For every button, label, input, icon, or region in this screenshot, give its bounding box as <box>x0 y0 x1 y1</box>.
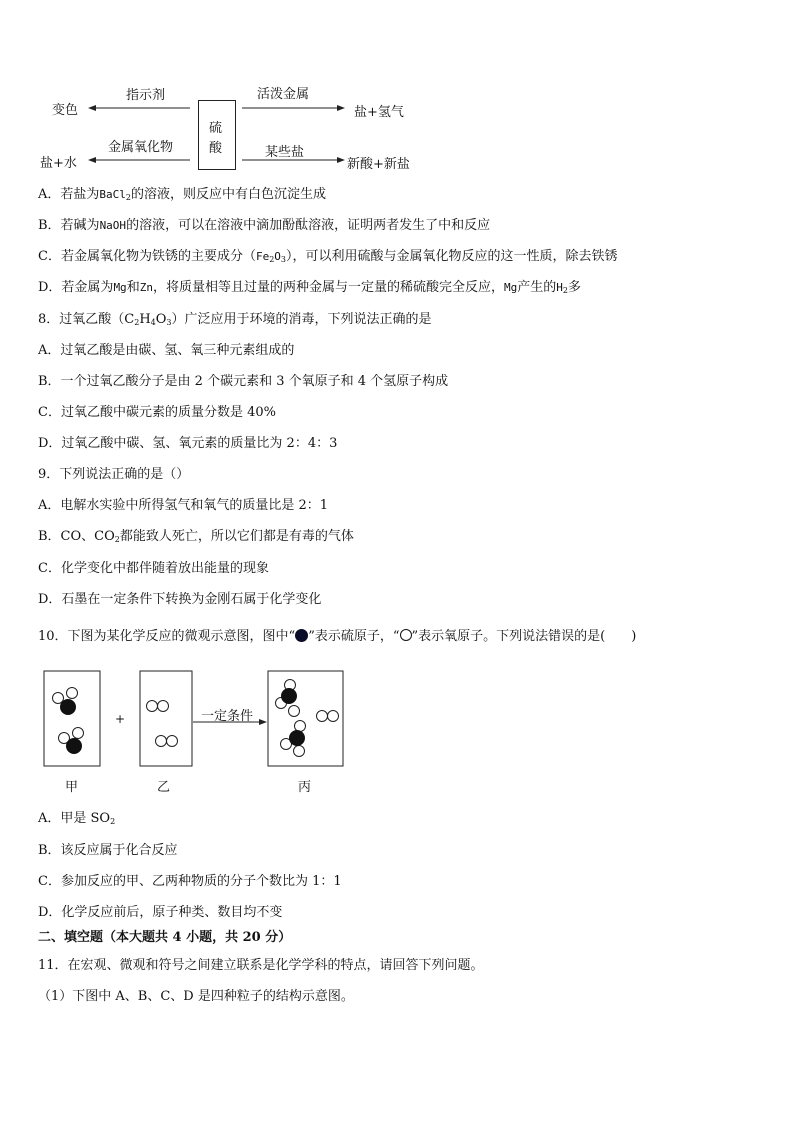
q8-stem: 8．过氧乙酸$(C_2H_4O_3)$广泛应用于环境的消毒，下列说法正确的是 <box>38 312 432 327</box>
label-yi: 乙 <box>157 780 171 795</box>
q8-option-a: A．过氧乙酸是由碳、氢、氧三种元素组成的 <box>38 343 295 358</box>
q9-option-a: A．电解水实验中所得氢气和氧气的质量比是 2：1 <box>38 498 329 513</box>
label-bing: 丙 <box>298 780 312 795</box>
sulfuric-acid-top: 硫 <box>209 121 223 136</box>
label-new-acid-salt: 新酸+新盐 <box>347 157 410 172</box>
label-metal-oxide: 金属氧化物 <box>108 140 174 155</box>
q7-option-c: C．若金属氧化物为铁锈的主要成分$(Fe_2O_3)$，可以利用硫酸与金属氧化物反应的这一性质，除去铁锈 <box>38 249 618 264</box>
q9-option-c: C．化学变化中都伴随着放出能量的现象 <box>38 561 269 576</box>
q9-option-d: D．石墨在一定条件下转换为金刚石属于化学变化 <box>38 592 322 607</box>
q8-option-b: B．一个过氧乙酸分子是由 2 个碳元素和 3 个氧原子和 4 个氢原子构成 <box>38 374 449 389</box>
q7-option-a: A．若盐为BaCl$_2$的溶液，则反应中有白色沉淀生成 <box>38 187 326 202</box>
label-salt-hydrogen: 盐+氢气 <box>354 105 404 120</box>
label-jia: 甲 <box>65 780 79 795</box>
q10-option-d: D．化学反应前后，原子种类、数目均不变 <box>38 905 283 920</box>
q10-option-b: B．该反应属于化合反应 <box>38 843 178 858</box>
sulfuric-acid-bottom: 酸 <box>209 141 223 156</box>
q10-option-a: A．甲是 $SO_2$ <box>38 811 116 826</box>
q7-option-d: D．若金属为Mg和Zn，将质量相等且过量的两种金属与一定量的稀硫酸完全反应，Mg产生的$H_2$多 <box>38 280 581 295</box>
q8-option-c: C．过氧乙酸中碳元素的质量分数是 40% <box>38 405 276 420</box>
q7-option-b: B．若碱为NaOH的溶液，可以在溶液中滴加酚酞溶液，证明两者发生了中和反应 <box>38 218 491 233</box>
q11-part1: （1）下图中 A、B、C、D 是四种粒子的结构示意图。 <box>38 989 354 1004</box>
q9-option-b: B．CO、$CO_2$都能致人死亡，所以它们都是有毒的气体 <box>38 529 354 544</box>
plus-sign: + <box>115 712 126 726</box>
reaction-condition: 一定条件 <box>201 709 254 724</box>
q10-option-c: C．参加反应的甲、乙两种物质的分子个数比为 1：1 <box>38 874 342 889</box>
label-active-metal: 活泼金属 <box>257 87 310 102</box>
label-color-change: 变色 <box>52 103 79 118</box>
section-title-fill-in: 二、填空题（本大题共 4 小题，共 20 分） <box>38 930 292 945</box>
q8-option-d: D．过氧乙酸中碳、氢、氧元素的质量比为 2：4：3 <box>38 436 338 451</box>
q9-stem: 9．下列说法正确的是（） <box>38 467 190 482</box>
q11-stem: 11．在宏观、微观和符号之间建立联系是化学学科的特点，请回答下列问题。 <box>38 958 484 973</box>
label-salt-water: 盐+水 <box>40 156 77 171</box>
q10-stem: 10．下图为某化学反应的微观示意图，图中“ ”表示硫原子，“ ”表示氧原子。下列说法错误的是( ) <box>38 629 637 644</box>
label-indicator: 指示剂 <box>126 88 166 103</box>
label-some-salt: 某些盐 <box>265 145 305 160</box>
